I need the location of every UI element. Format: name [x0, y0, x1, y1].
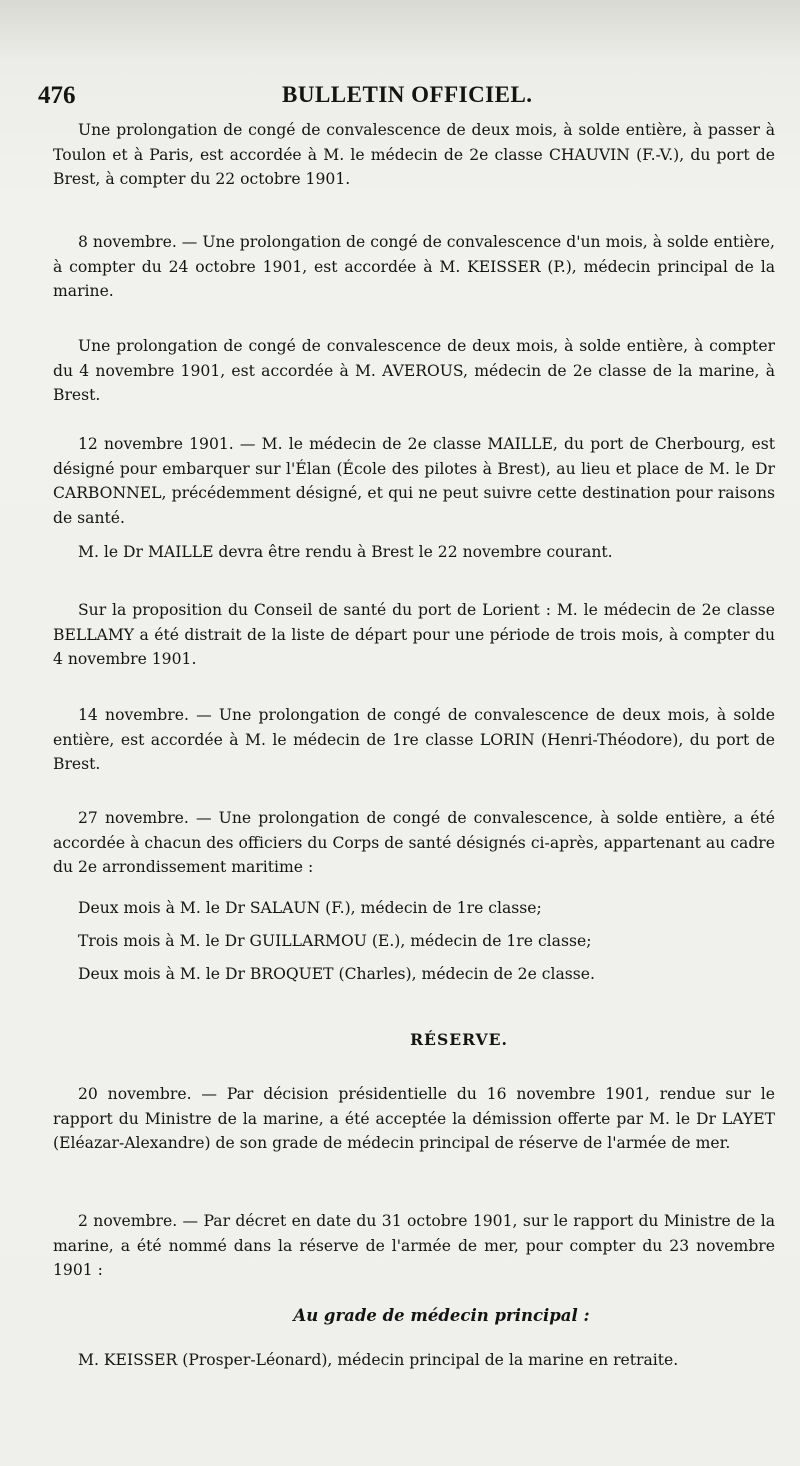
paragraph-keisser-nomination: M. KEISSER (Prosper-Léonard), médecin principal de la marine en retraite. [78, 1351, 679, 1369]
paragraph-decret: 2 novembre. — Par décret en date du 31 octobre 1901, sur le rapport du Ministre de la marine, a été nommé dans la réserve de l'armée de mer, pour compter du 23 novembre 1901 : [53, 1212, 775, 1279]
section-heading-reserve: RÉSERVE. [410, 1030, 508, 1049]
paragraph-lorin: 14 novembre. — Une prolongation de congé de convalescence de deux mois, à solde entière, est accordée à M. le médecin de 1re classe LORIN (Henri-Théodore), du port de Brest. [53, 706, 775, 773]
page-number: 476 [38, 82, 76, 109]
paragraph-layet: 20 novembre. — Par décision présidentielle du 16 novembre 1901, rendue sur le rapport du Ministre de la marine, a été acceptée la démission offerte par M. le Dr LAYET (Eléazar-Alexandre) de son grade de médecin principal de réserve de l'armée de mer. [53, 1085, 775, 1152]
paragraph-averous: Une prolongation de congé de convalescence de deux mois, à solde entière, à compter du 4 novembre 1901, est accordée à M. AVEROUS, médecin de 2e classe de la marine, à Brest. [53, 337, 775, 404]
list-item-guillarmou: Trois mois à M. le Dr GUILLARMOU (E.), médecin de 1re classe; [78, 932, 592, 950]
paragraph-bellamy: Sur la proposition du Conseil de santé du port de Lorient : M. le médecin de 2e classe BELLAMY a été distrait de la liste de départ pour une période de trois mois, à compter du 4 novembre 1901. [53, 601, 775, 668]
list-item-broquet: Deux mois à M. le Dr BROQUET (Charles), médecin de 2e classe. [78, 965, 595, 983]
paragraph-chauvin: Une prolongation de congé de convalescence de deux mois, à solde entière, à passer à Toulon et à Paris, est accordée à M. le médecin de 2e classe CHAUVIN (F.-V.), du port de Brest, à compter du 22 octobre 1901. [53, 121, 775, 188]
paragraph-27-novembre: 27 novembre. — Une prolongation de congé de convalescence, à solde entière, a été accordée à chacun des officiers du Corps de santé désignés ci-après, appartenant au cadre du 2e arrondissement maritime : [53, 809, 775, 876]
page-header [38, 82, 738, 118]
list-item-salaun: Deux mois à M. le Dr SALAUN (F.), médecin de 1re classe; [78, 899, 542, 917]
paragraph-keisser-prolongation: 8 novembre. — Une prolongation de congé de convalescence d'un mois, à solde entière, à compter du 24 octobre 1901, est accordée à M. KEISSER (P.), médecin principal de la marine. [53, 233, 775, 300]
paragraph-maille-designation: 12 novembre 1901. — M. le médecin de 2e classe MAILLE, du port de Cherbourg, est désigné pour embarquer sur l'Élan (École des pilotes à Brest), au lieu et place de M. le Dr CARBONNEL, précédemment désigné, et qui ne peut suivre cette destination pour raisons de santé. [53, 435, 775, 527]
subheading-grade: Au grade de médecin principal : [293, 1306, 590, 1325]
running-title: BULLETIN OFFICIEL. [282, 82, 533, 107]
paragraph-maille-rendu: M. le Dr MAILLE devra être rendu à Brest le 22 novembre courant. [78, 543, 613, 561]
